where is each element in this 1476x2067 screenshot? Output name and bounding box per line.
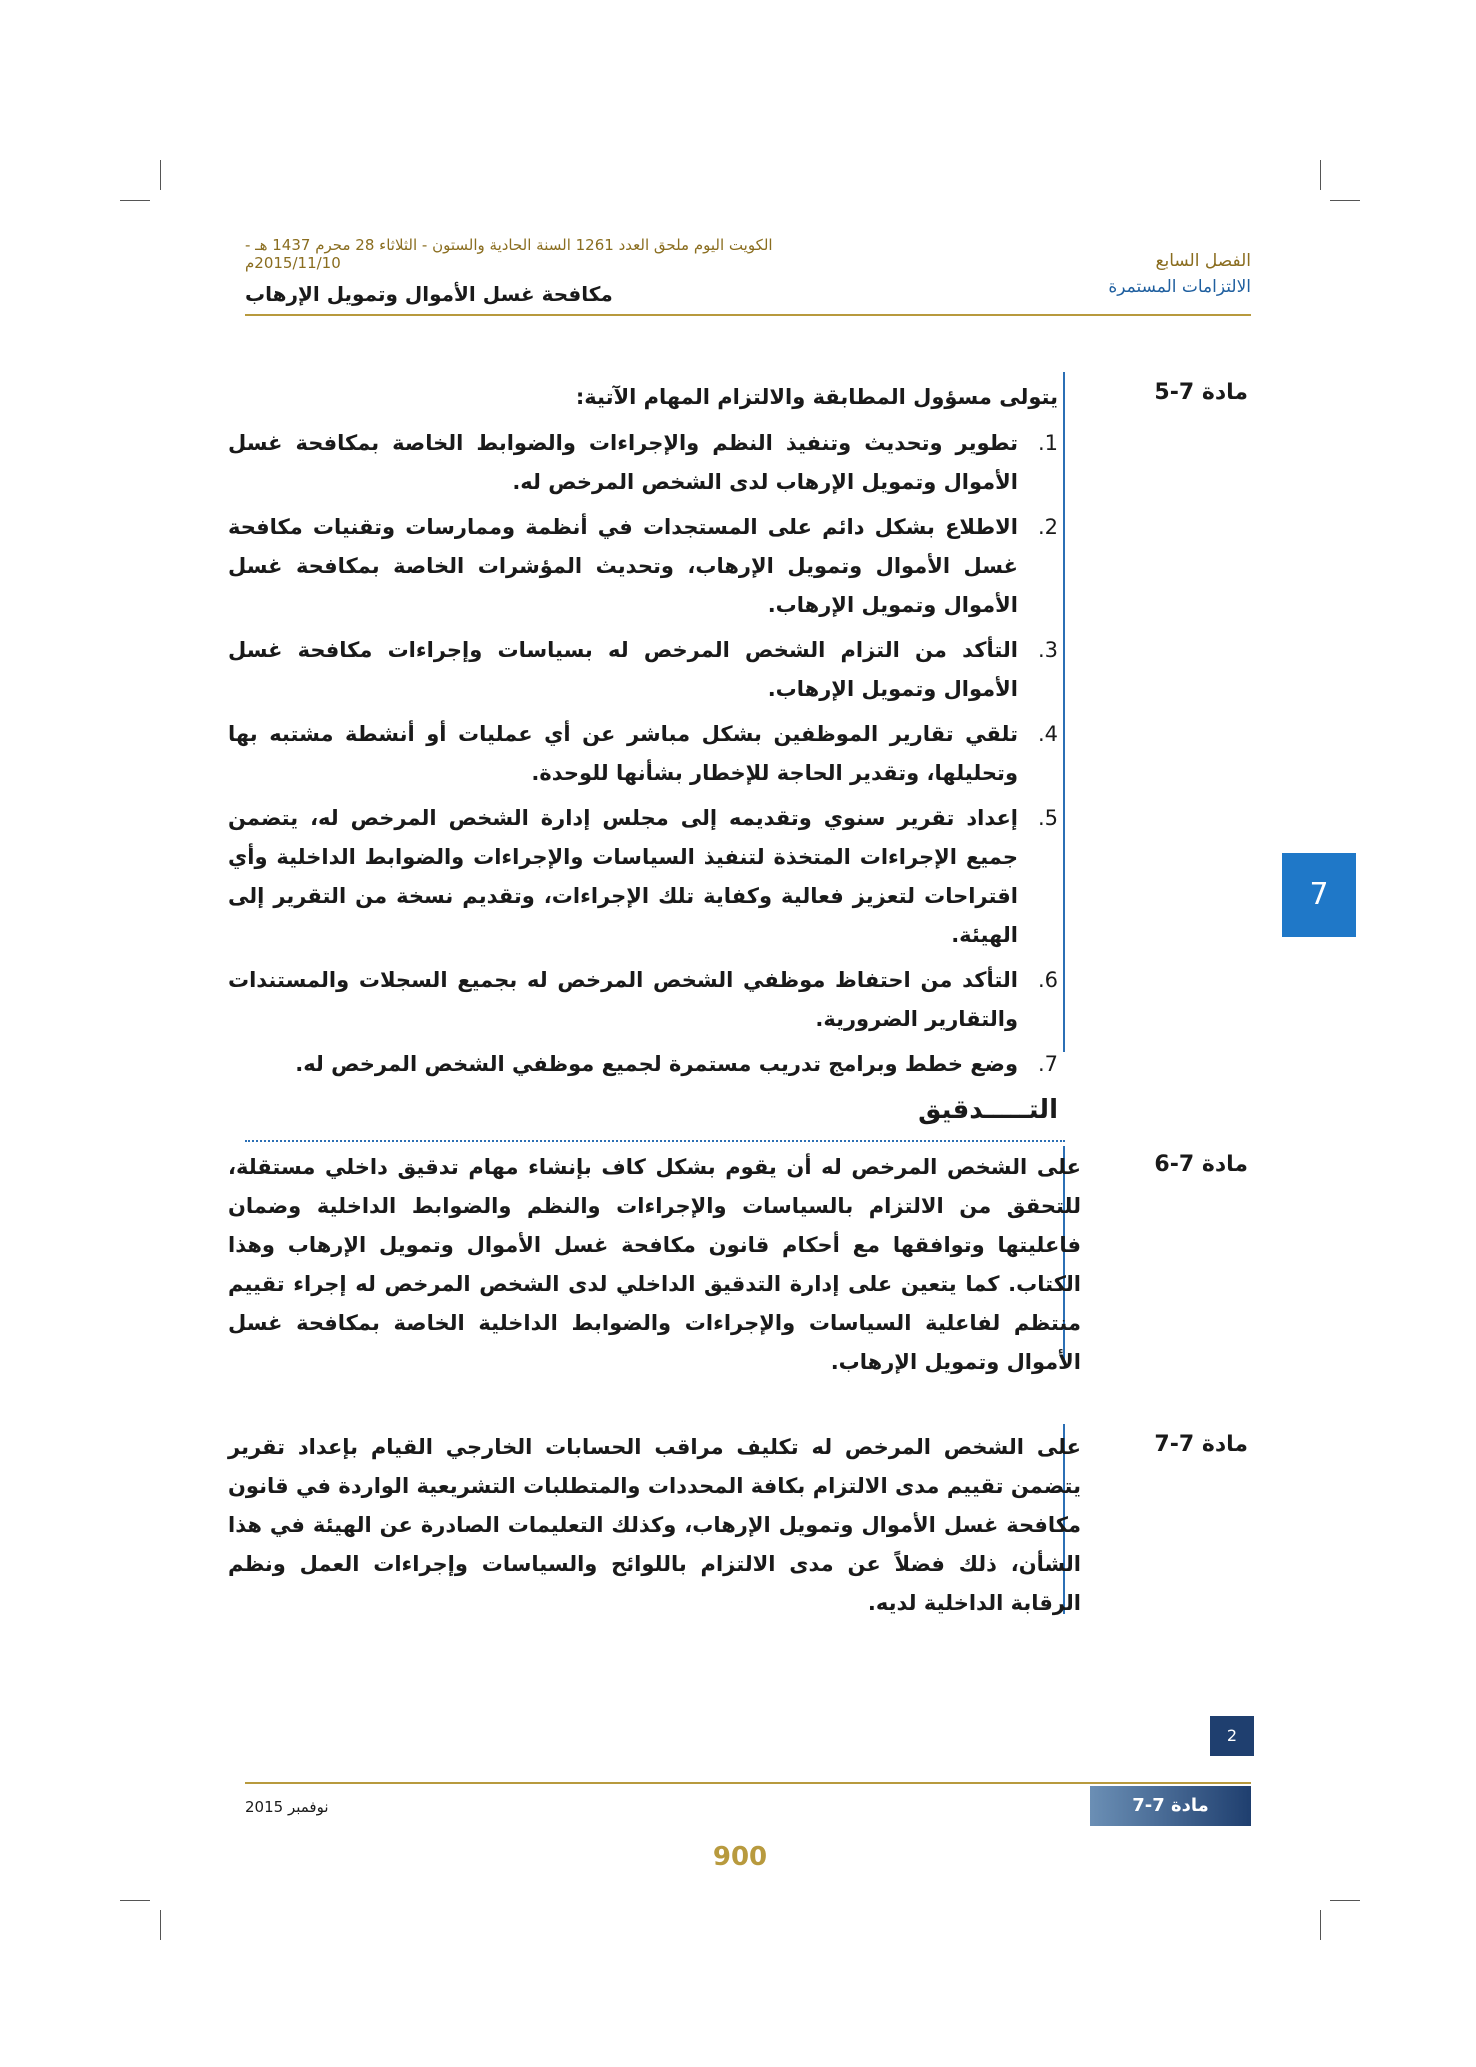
article-7-text: على الشخص المرخص له تكليف مراقب الحسابات الخارجي القيام بإعداد تقرير يتضمن تقييم مدى الالتزام بكافة المحددات والمتطلبات التشريعية الواردة في قانون مكافحة غسل الأموال وتمويل الإرهاب، وكذلك التعليمات الصادرة عن الهيئة في هذا الشأن، ذلك فضلاً عن مدى الالتزام باللوائح والسياسات وإجراءات العمل ونظم الرقابة الداخلية لديه.	[228, 1435, 1081, 1615]
page-number: 900	[712, 1842, 768, 1872]
list-item: 7. وضع خطط وبرامج تدريب مستمرة لجميع موظفي الشخص المرخص له.	[295, 1052, 1058, 1076]
chapter-title: الفصل السابع	[1155, 251, 1251, 271]
crop-mark	[120, 1900, 150, 1901]
header-rule	[245, 314, 1251, 316]
article-5-intro: يتولى مسؤول المطابقة والالتزام المهام الآتية:	[575, 385, 1058, 409]
list-item: 1. تطوير وتحديث وتنفيذ النظم والإجراءات والضوابط الخاصة بمكافحة غسل الأموال وتمويل الإرهاب لدى الشخص المرخص له.	[228, 431, 1058, 494]
chapter-subtitle: الالتزامات المستمرة	[1108, 277, 1251, 297]
section-divider	[245, 1140, 1065, 1142]
article-label-7: مادة 7-7	[1154, 1432, 1248, 1457]
article-6-text: على الشخص المرخص له أن يقوم بشكل كاف بإنشاء مهام تدقيق داخلي مستقلة، للتحقق من الالتزام بالسياسات والإجراءات والنظم والضوابط الداخلية وضمان فاعليتها وتوافقها مع أحكام قانون مكافحة غسل الأموال وتمويل الإرهاب وهذا الكتاب. كما يتعين على إدارة التدقيق الداخلي لدى الشخص المرخص له إجراء تقييم منتظم لفاعلية السياسات والإجراءات والضوابط الداخلية الخاصة بمكافحة غسل الأموال وتمويل الإرهاب.	[228, 1155, 1081, 1374]
list-item: 6. التأكد من احتفاظ موظفي الشخص المرخص له بجميع السجلات والمستندات والتقارير الضرورية.	[228, 968, 1058, 1031]
crop-mark	[1320, 1910, 1321, 1940]
footer-rule	[245, 1782, 1251, 1784]
page-badge: 2	[1210, 1716, 1254, 1756]
crop-mark	[160, 160, 161, 190]
article-label-6: مادة 7-6	[1154, 1152, 1248, 1177]
document-title: مكافحة غسل الأموال وتمويل الإرهاب	[245, 282, 613, 306]
article-label-5: مادة 7-5	[1154, 380, 1248, 405]
section-heading: التـــــدقيق	[918, 1095, 1058, 1125]
crop-mark	[160, 1910, 161, 1940]
article-5-list	[228, 424, 1058, 1090]
crop-mark	[1330, 1900, 1360, 1901]
header-meta: الكويت اليوم ملحق العدد 1261 السنة الحادية والستون - الثلاثاء 28 محرم 1437 هـ - 2015/11/10م	[245, 236, 773, 272]
crop-mark	[1330, 200, 1360, 201]
footer-article-label: مادة 7-7	[1090, 1786, 1251, 1826]
article-divider	[1063, 372, 1065, 1052]
list-item: 2. الاطلاع بشكل دائم على المستجدات في أنظمة وممارسات وتقنيات مكافحة غسل الأموال وتمويل الإرهاب، وتحديث المؤشرات الخاصة بمكافحة غسل الأموال وتمويل الإرهاب.	[228, 515, 1058, 617]
list-item: 5. إعداد تقرير سنوي وتقديمه إلى مجلس إدارة الشخص المرخص له، يتضمن جميع الإجراءات المتخذة لتنفيذ السياسات والإجراءات والضوابط الداخلية وأي اقتراحات لتعزيز فعالية وكفاية تلك الإجراءات، وتقديم نسخة من التقرير إلى الهيئة.	[228, 806, 1058, 947]
list-item: 4. تلقي تقارير الموظفين بشكل مباشر عن أي عمليات أو أنشطة مشتبه بها وتحليلها، وتقدير الحاجة للإخطار بشأنها للوحدة.	[228, 722, 1058, 785]
chapter-tab: 7	[1282, 853, 1356, 937]
list-item: 3. التأكد من التزام الشخص المرخص له بسياسات وإجراءات مكافحة غسل الأموال وتمويل الإرهاب.	[228, 638, 1058, 701]
crop-mark	[1320, 160, 1321, 190]
footer-date: نوفمبر 2015	[245, 1798, 329, 1816]
crop-mark	[120, 200, 150, 201]
chapter-label	[1108, 248, 1251, 300]
